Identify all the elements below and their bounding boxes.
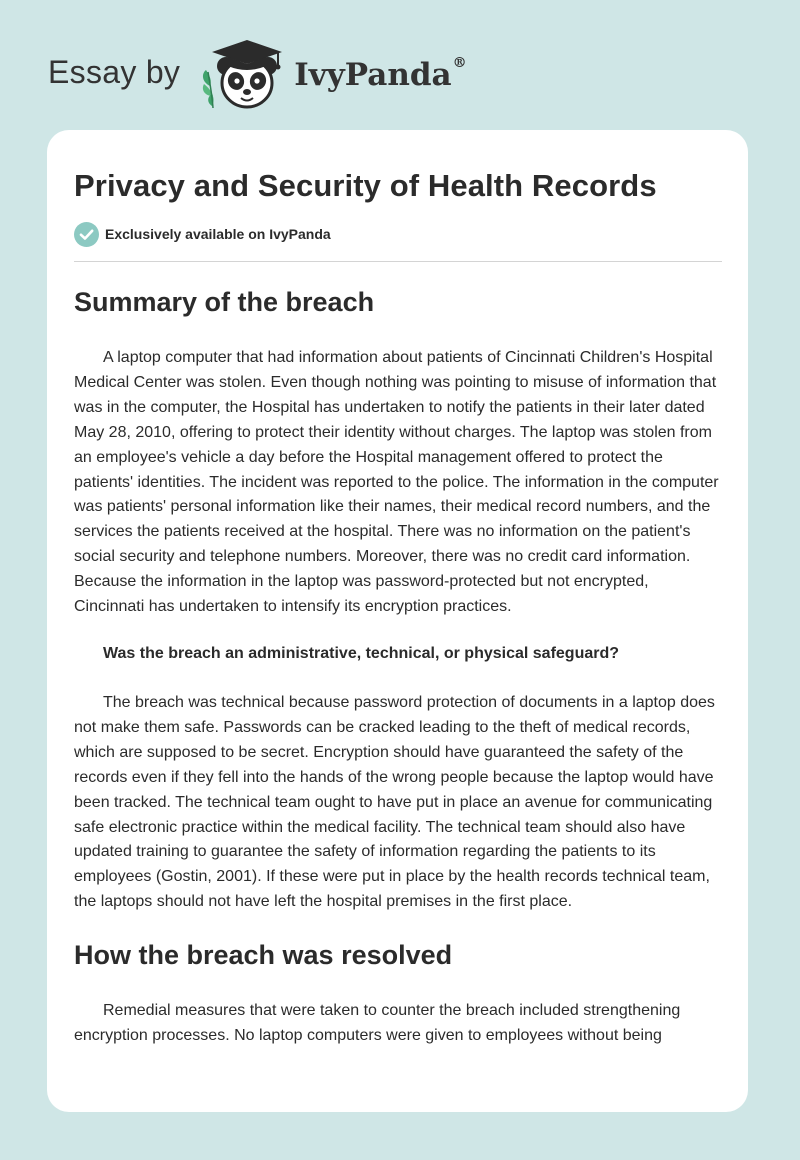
trademark-symbol: ®: [452, 55, 467, 71]
safeguard-question: Was the breach an administrative, technical, or physical safeguard?: [103, 644, 620, 662]
article-content: [47, 130, 748, 1049]
section-heading-summary: Summary of the breach: [74, 287, 375, 317]
exclusive-text: Exclusively available on IvyPanda: [105, 226, 331, 242]
summary-paragraph: A laptop computer that had information about patients of Cincinnati Children's Hospital Medical Center was stolen. Even though nothing was pointing to misuse of information that was in the computer, the Hospital has undertaken to notify the patients in their later dated May 28, 2010, offering to protect their identity without charges. The laptop was stolen from an employee's vehicle a day before the Hospital management offered to protect the patients' identities. The incident was reported to the police. The information in the computer was patients' personal information like their names, their medical record numbers, and the services the patients received at the hospital. There was no information on the patient's social security and telephone numbers. Moreover, there was no credit card information. Because the information in the laptop was password-protected but not encrypted, Cincinnati has undertaken to intensify its encryption practices.: [74, 349, 719, 616]
panda-logo-icon[interactable]: [198, 36, 286, 112]
essay-by-label: Essay by: [48, 53, 181, 90]
exclusive-badge: [74, 221, 722, 247]
title-divider: [74, 261, 722, 262]
section-heading-resolution: How the breach was resolved: [74, 940, 453, 971]
resolution-paragraph: Remedial measures that were taken to counter the breach included strengthening encryption processes. No laptop computers were given to employees without being: [74, 1002, 681, 1045]
brand-name[interactable]: [294, 57, 466, 93]
article-card: [47, 130, 748, 1112]
brand-text: IvyPanda: [294, 57, 452, 93]
site-header: [48, 36, 467, 112]
page-title: Privacy and Security of Health Records: [74, 168, 657, 203]
check-circle-icon: [74, 222, 99, 247]
safeguard-answer-paragraph: The breach was technical because password protection of documents in a laptop does not make them safe. Passwords can be cracked leading to the theft of medical records, which are supposed to be secret. Encryption should have guaranteed the safety of the records even if they fell into the hands of the wrong people because the laptop would have been tracked. The technical team ought to have put in place an avenue for communicating safe electronic practice within the medical facility. The technical team should also have updated training to guarantee the safety of information regarding the patients to its employees (Gostin, 2001). If these were put in place by the health records technical team, the laptops should not have left the hospital premises in the first place.: [74, 693, 715, 911]
